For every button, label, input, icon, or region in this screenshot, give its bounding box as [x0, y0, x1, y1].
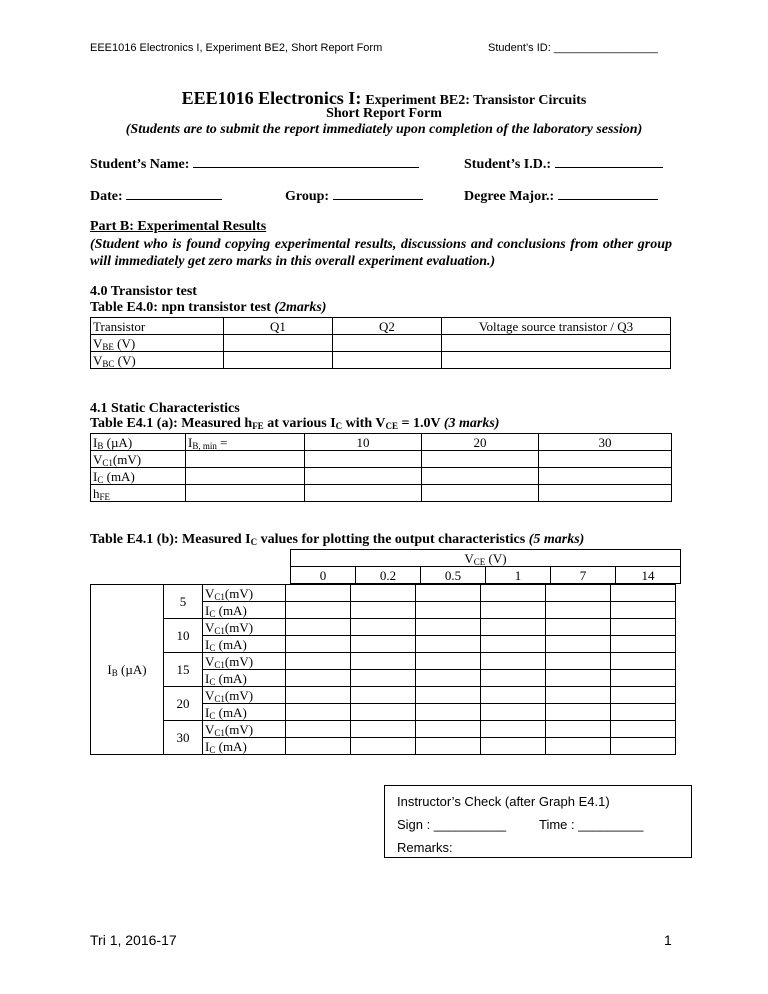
- table-row: 20 $V_{C1}(mV)$: [91, 687, 676, 704]
- instructor-check-title: Instructor’s Check (after Graph E4.1): [397, 794, 610, 809]
- table-row: $I_C$ (mA): [91, 670, 676, 687]
- form-title: Short Report Form: [326, 106, 442, 121]
- remarks-field[interactable]: Remarks:: [397, 840, 453, 855]
- title-sub: Experiment BE2: Transistor Circuits: [365, 93, 587, 108]
- table-row: $I_C$ (mA): [91, 704, 676, 721]
- table-row: 15 $V_{C1}(mV)$: [91, 653, 676, 670]
- table-e4-0-title: Table E4.0: npn transistor test (2marks): [90, 300, 327, 315]
- table-row: $I_C$ (mA): [91, 602, 676, 619]
- table-row: $h_{FE}$: [91, 485, 672, 502]
- title-main: EEE1016 Electronics I:: [181, 88, 362, 108]
- table-row: $I_C$ (mA): [91, 738, 676, 755]
- submit-note: (Students are to submit the report immediately upon completion of the laboratory session): [125, 122, 643, 137]
- page-number: 1: [664, 932, 672, 948]
- sign-field[interactable]: Sign : __________: [397, 817, 507, 832]
- header-doc-title: EEE1016 Electronics I, Experiment BE2, Short Report Form: [90, 42, 383, 54]
- name-field[interactable]: [90, 154, 419, 173]
- table-e4-0: [90, 317, 671, 369]
- table-row: $I_B$ (µA) 5 $V_{C1}(mV)$: [91, 585, 676, 602]
- group-label: Group:: [285, 189, 330, 204]
- table-row: $I_C$ (mA): [91, 468, 672, 485]
- group-field[interactable]: [285, 186, 423, 205]
- time-field[interactable]: Time : _________: [539, 817, 644, 832]
- major-field[interactable]: [464, 186, 658, 205]
- table-row: $I_C$ (mA): [91, 636, 676, 653]
- table-e4-1b-body: [90, 584, 676, 755]
- table-e4-1a: [90, 433, 672, 502]
- table-row: 30 $V_{C1}(mV)$: [91, 721, 676, 738]
- table-row: $V_{BC}$ (V): [91, 352, 671, 369]
- table-row: $I_B$ (µA) $I_{B, min}$ = 10 20 30: [91, 434, 672, 451]
- table-row: $V_{C1}(mV)$: [91, 451, 672, 468]
- table-row: Transistor Q1 Q2 Voltage source transistor / Q3: [91, 318, 671, 335]
- table-row: 0 0.2 0.5 1 7 14: [90, 567, 681, 584]
- table-e4-1b-title: Table E4.1 (b): Measured $I_C$ values for plotting the output characteristics (5 marks): [90, 532, 585, 547]
- date-field[interactable]: [90, 186, 222, 205]
- partb-heading: Part B: Experimental Results: [90, 219, 267, 234]
- date-label: Date:: [90, 189, 123, 204]
- section-4-1-heading: 4.1 Static Characteristics: [90, 401, 240, 416]
- id-field[interactable]: [464, 154, 663, 173]
- partb-warning: (Student who is found copying experimental results, discussions and conclusions from other group will immediately get zero marks in this overall experiment evaluation.): [90, 237, 672, 269]
- major-label: Degree Major.:: [464, 189, 555, 204]
- table-row: $V_{BE}$ (V): [91, 335, 671, 352]
- footer-term: Tri 1, 2016-17: [90, 932, 177, 948]
- table-e4-1a-title: Table E4.1 (a): Measured $h_{FE}$ at various $I_C$ with $V_{CE} = 1.0V$ (3 marks): [90, 416, 500, 431]
- table-row: 10 $V_{C1}(mV)$: [91, 619, 676, 636]
- table-row: $V_{CE}$ (V): [90, 550, 681, 567]
- table-e4-1b: [90, 549, 681, 584]
- name-label: Student’s Name:: [90, 157, 190, 172]
- id-label: Student’s I.D.:: [464, 157, 551, 172]
- section-4-0-heading: 4.0 Transistor test: [90, 284, 197, 299]
- instructor-check-box: [384, 785, 692, 858]
- header-student-id: Student’s ID: _________________: [488, 42, 658, 54]
